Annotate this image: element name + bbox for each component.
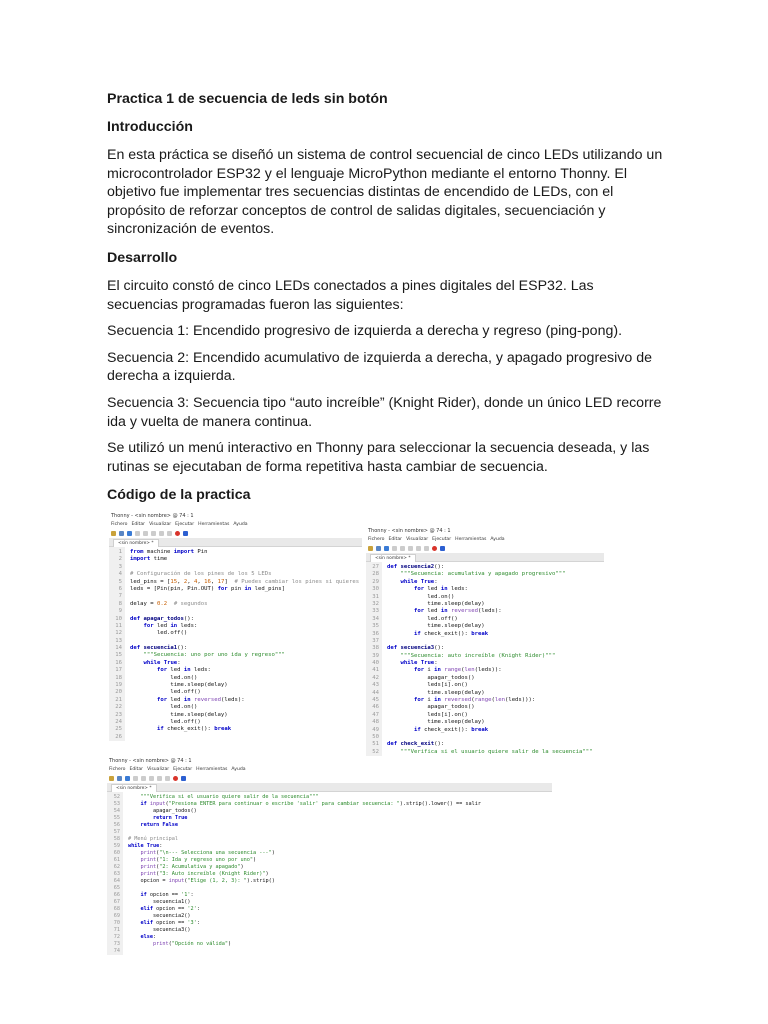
code-line: for i in reversed(range(len(leds))): xyxy=(413,697,536,704)
code-line: print("2: Acumulativa y apagado") xyxy=(140,864,244,870)
code-line: for led in leds: xyxy=(413,586,468,593)
menu-item-ejecutar[interactable]: Ejecutar xyxy=(173,767,193,772)
code-text xyxy=(123,792,552,955)
code-text xyxy=(125,547,362,741)
code-line: time.sleep(delay) xyxy=(130,682,228,689)
editor-tabs xyxy=(107,783,552,792)
code-line: print("Opción no válida") xyxy=(153,941,232,947)
intro-paragraph: En esta práctica se diseñó un sistema de control secuencial de cinco LEDs utilizando un microcontrolador ESP32 y el lenguaje MicroPython mediante el entorno Thonny. El objetivo fue implementar tres secuencias distintas de encendido de LEDs, con el propósito de reforzar conceptos de control de salidas digitales, secuenciación y sincronización de eventos. xyxy=(107,147,663,238)
code-line: for led in reversed(leds): xyxy=(156,696,245,703)
menu-bar xyxy=(109,521,362,529)
code-line: for led in leds: xyxy=(143,622,198,629)
code-line xyxy=(128,885,552,892)
dev-paragraph-2: Secuencia 1: Encendido progresivo de izquierda a derecha y regreso (ping-pong). xyxy=(107,323,623,340)
code-line: led.off() xyxy=(130,689,201,696)
code-line: led.off() xyxy=(387,615,458,622)
code-line: time.sleep(delay) xyxy=(387,719,485,726)
flag-icon[interactable] xyxy=(183,531,188,536)
code-line: else: xyxy=(140,934,157,940)
code-line: """Verifica si el usuario quiere salir de la secuencia""" xyxy=(400,748,593,755)
open-file-icon[interactable] xyxy=(117,776,122,781)
menu-item-ayuda[interactable]: Ayuda xyxy=(233,522,248,527)
code-line: return True xyxy=(153,815,188,821)
code-line: leds[i].on() xyxy=(387,682,468,689)
save-icon[interactable] xyxy=(125,776,130,781)
thonny-screenshot-2 xyxy=(366,527,604,755)
code-line: """Secuencia: uno por uno ida y regreso""" xyxy=(143,652,285,659)
menu-item-editar[interactable]: Editar xyxy=(129,767,144,772)
editor-tabs xyxy=(366,553,604,562)
code-line: time.sleep(delay) xyxy=(130,711,228,718)
dev-paragraph-3: Secuencia 2: Encendido acumulativo de izquierda a derecha, y apagado progresivo de derecha a izquierda. xyxy=(107,349,653,385)
code-line: led.on() xyxy=(130,674,198,681)
code-line: if check_exit(): break xyxy=(413,630,489,637)
code-editor[interactable] xyxy=(107,792,552,955)
code-line: """Secuencia: auto increíble (Knight Rider)""" xyxy=(400,652,556,659)
code-line: delay = 0.2 # segundos xyxy=(130,600,208,607)
menu-item-ejecutar[interactable]: Ejecutar xyxy=(432,537,452,542)
debug-icon[interactable] xyxy=(400,546,405,551)
step-over-icon[interactable] xyxy=(149,776,154,781)
document-title: Practica 1 de secuencia de leds sin botón xyxy=(107,91,388,107)
document-body xyxy=(107,90,663,514)
code-line: secuencia2() xyxy=(128,913,191,919)
intro-heading: Introducción xyxy=(107,119,193,135)
debug-icon[interactable] xyxy=(143,531,148,536)
menu-item-editar[interactable]: Editar xyxy=(131,522,146,527)
code-line: apagar_todos() xyxy=(387,704,475,711)
menu-item-fichero[interactable]: Fichero xyxy=(109,767,126,772)
window-title: Thonny - <sin nombre> @ 74 : 1 xyxy=(368,528,451,534)
menu-item-visualizar[interactable]: Visualizar xyxy=(149,522,172,527)
code-line: def secuencia3(): xyxy=(387,645,445,652)
code-line: if check_exit(): break xyxy=(413,726,489,733)
code-line xyxy=(130,608,362,615)
code-line: def apagar_todos(): xyxy=(130,615,195,622)
code-line: for led in leds: xyxy=(156,667,211,674)
dev-paragraph-5: Se utilizó un menú interactivo en Thonny para seleccionar la secuencia deseada, y las rutinas se ejecutaban de forma repetitiva hasta cambiar de secuencia. xyxy=(107,440,650,475)
step-over-icon[interactable] xyxy=(408,546,413,551)
run-icon[interactable] xyxy=(135,531,140,536)
code-line: def check_exit(): xyxy=(387,741,445,748)
code-line: led.on() xyxy=(130,704,198,711)
dev-heading: Desarrollo xyxy=(107,249,178,266)
code-line: time.sleep(delay) xyxy=(387,623,485,630)
code-line xyxy=(130,734,362,741)
code-line: if check_exit(): break xyxy=(156,726,232,733)
window-title: Thonny - <sin nombre> @ 74 : 1 xyxy=(109,758,192,764)
line-numbers: 27 28 29 30 31 32 33 34 35 36 37 38 39 40 41 42 43 44 45 46 47 48 49 50 51 52 xyxy=(366,562,382,756)
run-icon[interactable] xyxy=(133,776,138,781)
code-line: led.off() xyxy=(130,630,188,637)
thonny-screenshot-3 xyxy=(107,757,552,954)
toolbar xyxy=(109,529,362,538)
editor-tabs xyxy=(109,538,362,547)
code-line: if opcion == '1': xyxy=(140,892,194,898)
code-line xyxy=(128,948,552,955)
code-line: def secuencia2(): xyxy=(387,564,445,570)
menu-item-herramientas[interactable]: Herramientas xyxy=(198,522,230,527)
stop-icon[interactable] xyxy=(175,531,180,536)
code-line: from machine import Pin xyxy=(130,549,208,555)
menu-item-herramientas[interactable]: Herramientas xyxy=(196,767,228,772)
editor-tab[interactable]: <sin nombre> * xyxy=(370,554,416,562)
line-numbers: 1 2 3 4 5 6 7 8 9 10 11 12 13 14 15 16 17 18 19 20 21 22 23 24 25 26 xyxy=(109,547,125,741)
code-line xyxy=(387,638,604,645)
code-line: while True: xyxy=(128,843,163,849)
run-icon[interactable] xyxy=(392,546,397,551)
code-line: time.sleep(delay) xyxy=(387,689,485,696)
menu-bar xyxy=(107,766,552,774)
code-line: led.off() xyxy=(130,718,201,725)
code-line: elif opcion == '2': xyxy=(140,906,200,912)
dev-paragraph-4: Secuencia 3: Secuencia tipo “auto increíble” (Knight Rider), donde un único LED recorre ida y vuelta de manera continua. xyxy=(107,394,662,430)
flag-icon[interactable] xyxy=(181,776,186,781)
code-line: leds[i].on() xyxy=(387,711,468,718)
code-line: secuencia1() xyxy=(128,899,191,905)
menu-item-ayuda[interactable]: Ayuda xyxy=(490,537,505,542)
step-over-icon[interactable] xyxy=(151,531,156,536)
code-line: while True: xyxy=(143,659,181,666)
code-line: apagar_todos() xyxy=(128,808,197,814)
stop-icon[interactable] xyxy=(173,776,178,781)
open-file-icon[interactable] xyxy=(376,546,381,551)
code-line xyxy=(130,593,362,600)
toolbar xyxy=(107,774,552,783)
code-line: def secuencia1(): xyxy=(130,645,188,652)
code-line: for led in reversed(leds): xyxy=(413,608,502,615)
code-line: opcion = input("Elige (1, 2, 3): ").strip() xyxy=(128,878,275,884)
dev-paragraph-1: El circuito constó de cinco LEDs conectados a pines digitales del ESP32. Las secuencias programadas fueron las siguientes: xyxy=(107,277,594,313)
code-line: led.on() xyxy=(387,593,455,600)
code-line: elif opcion == '3': xyxy=(140,920,200,926)
code-line: """Verifica si el usuario quiere salir de la secuencia""" xyxy=(140,794,319,800)
flag-icon[interactable] xyxy=(440,546,445,551)
code-heading: Código de la practica xyxy=(107,487,251,504)
editor-tab[interactable]: <sin nombre> * xyxy=(111,784,157,792)
code-line xyxy=(387,734,604,741)
step-into-icon[interactable] xyxy=(159,531,164,536)
code-editor[interactable] xyxy=(366,562,604,756)
debug-icon[interactable] xyxy=(141,776,146,781)
new-file-icon[interactable] xyxy=(111,531,116,536)
code-line: """Secuencia: acumulativa y apagado progresivo""" xyxy=(400,571,566,578)
code-line: while True: xyxy=(400,578,438,585)
code-line: # Menú principal xyxy=(128,836,178,842)
code-editor[interactable] xyxy=(109,547,362,741)
open-file-icon[interactable] xyxy=(119,531,124,536)
step-into-icon[interactable] xyxy=(157,776,162,781)
menu-item-herramientas[interactable]: Herramientas xyxy=(455,537,487,542)
code-line: return False xyxy=(140,822,178,828)
menu-item-visualizar[interactable]: Visualizar xyxy=(406,537,429,542)
menu-item-ayuda[interactable]: Ayuda xyxy=(231,767,246,772)
menu-item-editar[interactable]: Editar xyxy=(388,537,403,542)
thonny-screenshot-1 xyxy=(109,512,362,748)
line-numbers: 52 53 54 55 56 57 58 59 60 61 62 63 64 65 66 67 68 69 70 71 72 73 74 xyxy=(107,792,123,955)
menu-item-ejecutar[interactable]: Ejecutar xyxy=(175,522,195,527)
step-out-icon[interactable] xyxy=(167,531,172,536)
code-line: while True: xyxy=(400,660,438,667)
step-into-icon[interactable] xyxy=(416,546,421,551)
code-line: if input("Presiona ENTER para continuar o escribe 'salir' para cambiar secuencia: ").strip().lower() == salir xyxy=(140,801,481,807)
code-line xyxy=(130,638,362,645)
code-line xyxy=(128,829,552,836)
menu-bar xyxy=(366,536,604,544)
toolbar xyxy=(366,544,604,553)
menu-item-fichero[interactable]: Fichero xyxy=(111,522,128,527)
step-out-icon[interactable] xyxy=(165,776,170,781)
save-icon[interactable] xyxy=(384,546,389,551)
code-line: for i in range(len(leds)): xyxy=(413,667,502,674)
new-file-icon[interactable] xyxy=(368,546,373,551)
stop-icon[interactable] xyxy=(432,546,437,551)
save-icon[interactable] xyxy=(127,531,132,536)
menu-item-fichero[interactable]: Fichero xyxy=(368,537,385,542)
code-line: print("\n--- Selecciona una secuencia ---") xyxy=(140,850,275,856)
editor-tab[interactable]: <sin nombre> * xyxy=(113,539,159,547)
new-file-icon[interactable] xyxy=(109,776,114,781)
menu-item-visualizar[interactable]: Visualizar xyxy=(147,767,170,772)
code-line: apagar_todos() xyxy=(387,674,475,681)
code-line: leds = [Pin(pin, Pin.OUT) for pin in led_pins] xyxy=(130,585,285,592)
code-line: print("3: Auto increíble (Knight Rider)") xyxy=(140,871,269,877)
code-line: led_pins = [15, 2, 4, 16, 17] # Puedes cambiar los pines si quieres xyxy=(130,578,360,585)
step-out-icon[interactable] xyxy=(424,546,429,551)
window-title: Thonny - <sin nombre> @ 74 : 1 xyxy=(111,513,194,519)
code-line: time.sleep(delay) xyxy=(387,600,485,607)
code-line: print("1: Ida y regreso uno por uno") xyxy=(140,857,257,863)
code-line: import time xyxy=(130,556,168,563)
code-line: secuencia3() xyxy=(128,927,191,933)
code-line: # Configuración de los pines de los 5 LEDs xyxy=(130,571,272,578)
code-text xyxy=(382,562,604,756)
